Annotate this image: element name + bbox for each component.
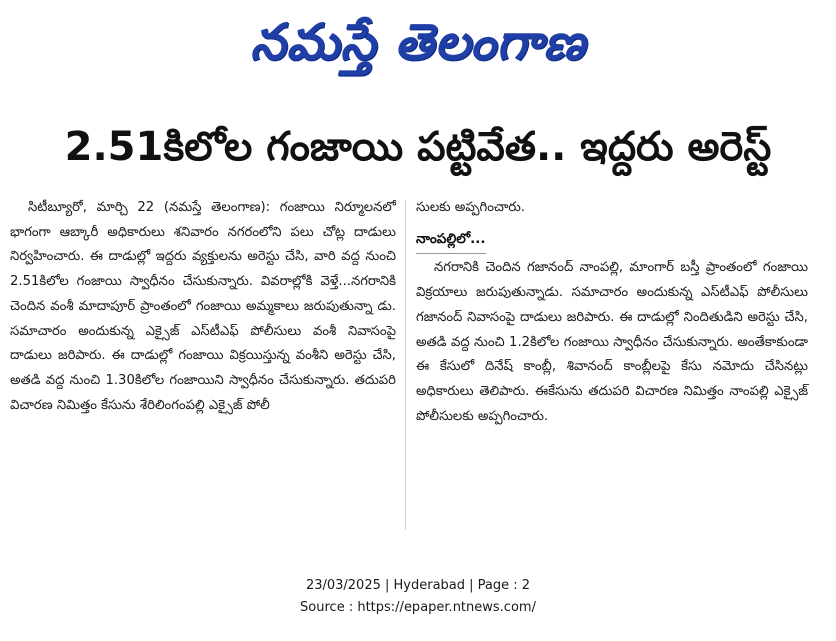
newspaper-masthead: నమస్తే తెలంగాణ [250, 13, 586, 71]
article-column-right [416, 196, 808, 429]
footer-date-edition: 23/03/2025 | Hyderabad | Page : 2 [305, 578, 531, 593]
article-headline: 2.51కిలోల గంజాయి పట్టివేత.. ఇద్దరు అరెస్ట్ [64, 124, 772, 170]
article-column-left [10, 196, 396, 418]
article-paragraph: సిటీబ్యూరో, మార్చి 22 (నమస్తే తెలంగాణ): గంజాయి నిర్మూలనలో భాగంగా ఆబ్కారీ అధికారులు శనివారం నగరంలోని పలు చోట్ల దాడులు నిర్వహించారు. ఈ దాడుల్లో ఇద్దరు వ్యక్తులను అరెస్టు చేసి, వారి వద్ద నుంచి 2.51కిలోల గంజాయి స్వాధీనం చేసుకున్నారు. వివరాల్లోకి వెళ్తే...నగరానికి చెందిన వంశీ మాదాపూర్ ప్రాంతంలో గంజాయి అమ్మకాలు జరుపుతున్నా డు. సమాచారం అందుకున్న ఎక్సైజ్ ఎస్‌టీఎఫ్ పోలీసులు వంశీ నివాసంపై దాడులు జరిపారు. ఈ దాడుల్లో గంజాయి విక్రయిస్తున్న వంశీని అరెస్టు చేసి, అతడి వద్ద నుంచి 1.30కిలోల గంజాయిని స్వాధీనం చేసుకున్నారు. తదుపరి విచారణ నిమిత్తం కేసును శేరిలింగంపల్లి ఎక్సైజ్ పోలీ [10, 200, 396, 413]
article-subheading: నాంపల్లిలో... [416, 227, 486, 255]
footer-source: Source : https://epaper.ntnews.com/ [300, 600, 536, 615]
article-paragraph-continuation: సులకు అప్పగించారు. [416, 200, 526, 215]
column-divider [405, 200, 406, 530]
article-body [0, 196, 836, 536]
article-paragraph: నగరానికి చెందిన గజానంద్ నాంపల్లి, మాంగార్ బస్తీ ప్రాంతంలో గంజాయి విక్రయాలు జరుపుతున్నాడు. సమాచారం అందుకున్న ఎస్‌టీఎఫ్ పోలీసులు గజానంద్ నివాసంపై దాడులు జరిపారు. ఈ దాడుల్లో నిందితుడిని అరెస్టు చేసి, అతడి వద్ద నుంచి 1.2కిలోల గంజాయి స్వాధీనం చేసుకున్నారు. అంతేకాకుండా ఈ కేసులో దినేష్ కాంబ్లీ, శివానంద్ కాంబ్లీలపై కేసు నమోదు చేసినట్లు అధికారులు తెలిపారు. ఈకేసును తదుపరి విచారణ నిమిత్తం నాంపల్లి ఎక్సైజ్ పోలీసులకు అప్పగించారు. [416, 260, 808, 424]
